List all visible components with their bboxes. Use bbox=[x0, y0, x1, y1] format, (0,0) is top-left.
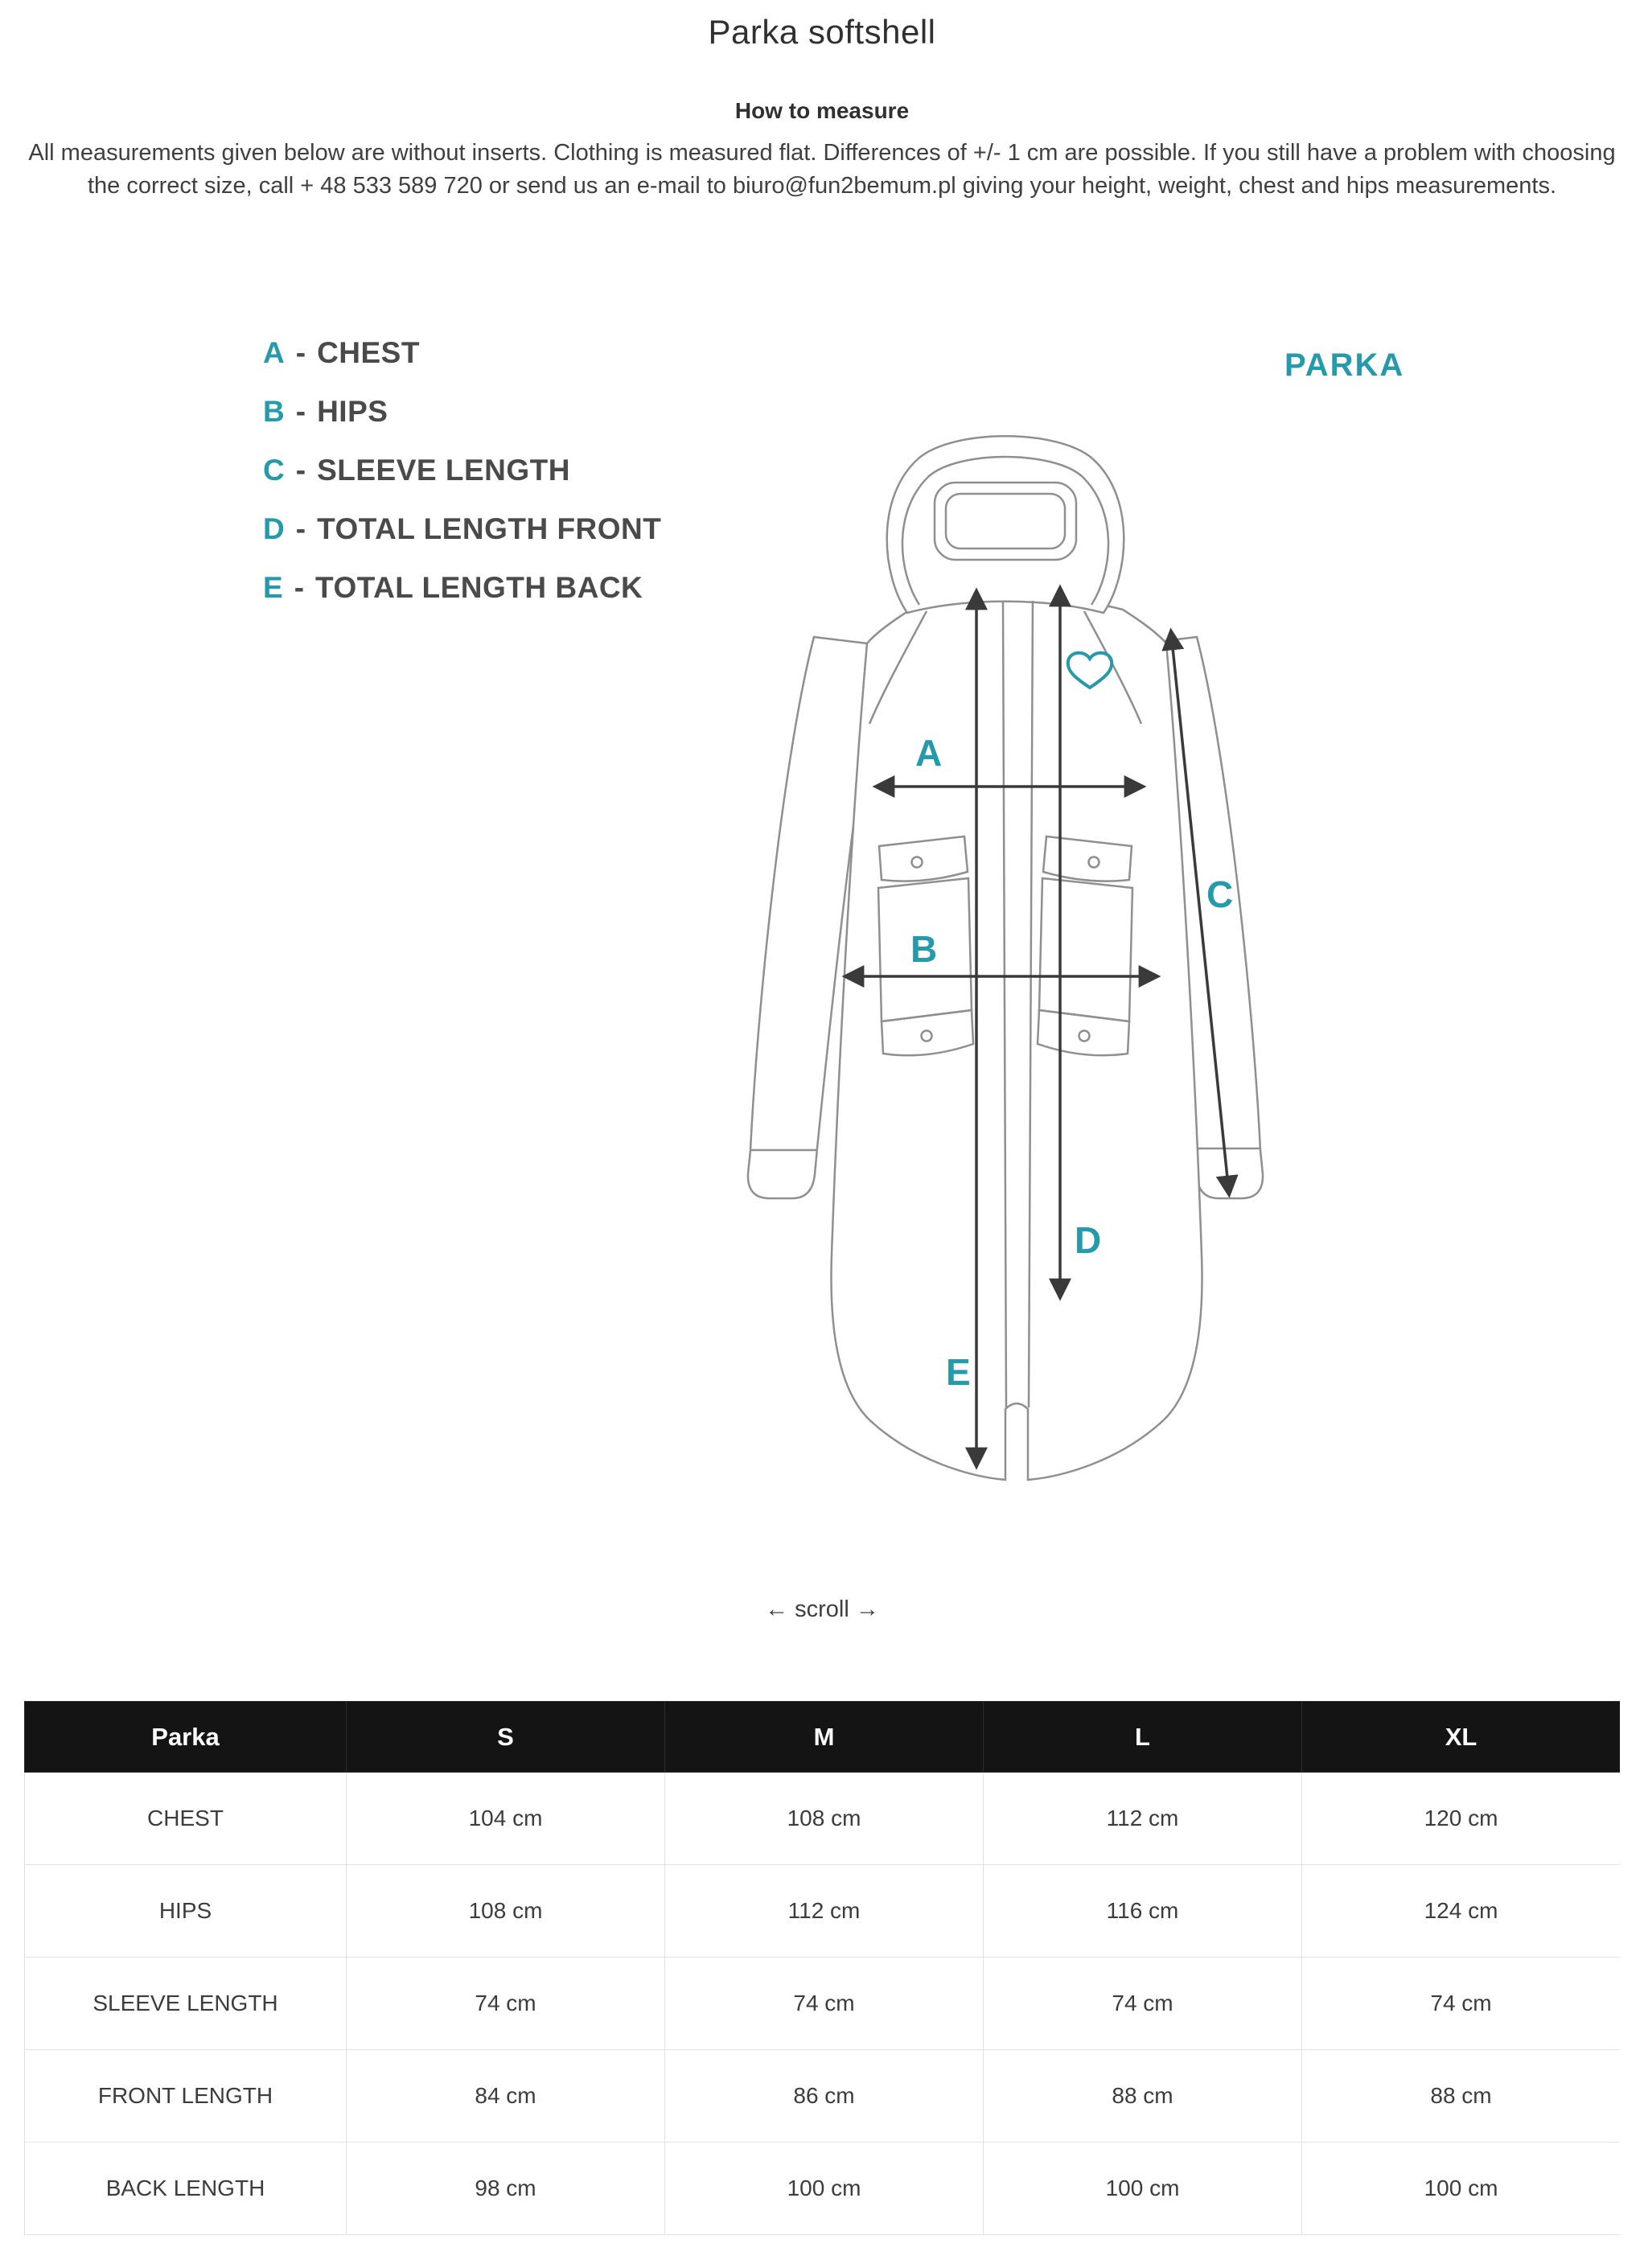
table-row-back-length bbox=[25, 2143, 1621, 2235]
legend-letter-e: E bbox=[263, 571, 283, 604]
table-row-hips bbox=[25, 1865, 1621, 1958]
cell-value: 124 cm bbox=[1302, 1865, 1621, 1958]
marker-d: D bbox=[1075, 1219, 1102, 1261]
legend-label-hips: HIPS bbox=[317, 395, 388, 428]
marker-e: E bbox=[946, 1351, 971, 1393]
cell-value: 120 cm bbox=[1302, 1773, 1621, 1865]
header-cell-l: L bbox=[984, 1702, 1302, 1773]
cell-value: 100 cm bbox=[984, 2143, 1302, 2235]
legend-item-hips bbox=[263, 395, 661, 454]
row-label: FRONT LENGTH bbox=[25, 2050, 347, 2143]
cell-value: 74 cm bbox=[347, 1958, 665, 2050]
legend-label-sleeve-length: SLEEVE LENGTH bbox=[317, 454, 570, 487]
row-label: CHEST bbox=[25, 1773, 347, 1865]
legend-item-chest bbox=[263, 336, 661, 395]
legend-item-total-length-back bbox=[263, 571, 661, 630]
cell-value: 108 cm bbox=[347, 1865, 665, 1958]
cell-value: 104 cm bbox=[347, 1773, 665, 1865]
product-name-label: PARKA bbox=[1284, 347, 1405, 383]
table-row-sleeve-length bbox=[25, 1958, 1621, 2050]
parka-measurement-diagram bbox=[724, 402, 1287, 1528]
cell-value: 98 cm bbox=[347, 2143, 665, 2235]
legend-letter-c: C bbox=[263, 454, 285, 487]
cell-value: 74 cm bbox=[984, 1958, 1302, 2050]
cell-value: 108 cm bbox=[665, 1773, 984, 1865]
table-row-chest bbox=[25, 1773, 1621, 1865]
cell-value: 86 cm bbox=[665, 2050, 984, 2143]
cell-value: 84 cm bbox=[347, 2050, 665, 2143]
coat-body bbox=[831, 598, 1202, 1480]
header-cell-xl: XL bbox=[1302, 1702, 1621, 1773]
legend-letter-b: B bbox=[263, 395, 285, 428]
size-table bbox=[24, 1701, 1620, 2235]
cell-value: 100 cm bbox=[1302, 2143, 1621, 2235]
cell-value: 74 cm bbox=[665, 1958, 984, 2050]
measurement-legend bbox=[263, 336, 661, 630]
cell-value: 116 cm bbox=[984, 1865, 1302, 1958]
cell-value: 88 cm bbox=[1302, 2050, 1621, 2143]
cell-value: 112 cm bbox=[984, 1773, 1302, 1865]
legend-label-total-length-front: TOTAL LENGTH FRONT bbox=[317, 512, 662, 545]
size-table-header-row bbox=[25, 1702, 1621, 1773]
how-to-measure-heading: How to measure bbox=[734, 98, 910, 123]
row-label: BACK LENGTH bbox=[25, 2143, 347, 2235]
page-title: Parka softshell bbox=[708, 13, 936, 51]
header-cell-m: M bbox=[665, 1702, 984, 1773]
cell-value: 112 cm bbox=[665, 1865, 984, 1958]
legend-label-chest: CHEST bbox=[317, 336, 420, 369]
cell-value: 88 cm bbox=[984, 2050, 1302, 2143]
legend-letter-d: D bbox=[263, 512, 285, 545]
table-row-front-length bbox=[25, 2050, 1621, 2143]
cell-value: 74 cm bbox=[1302, 1958, 1621, 2050]
legend-separator: - bbox=[294, 571, 305, 604]
legend-separator: - bbox=[295, 395, 306, 428]
header-cell-parka: Parka bbox=[25, 1702, 347, 1773]
marker-a: A bbox=[915, 732, 943, 774]
size-table-wrapper[interactable] bbox=[24, 1701, 1620, 2235]
row-label: HIPS bbox=[25, 1865, 347, 1958]
legend-item-sleeve-length bbox=[263, 454, 661, 512]
legend-separator: - bbox=[295, 454, 306, 487]
cell-value: 100 cm bbox=[665, 2143, 984, 2235]
marker-b: B bbox=[910, 928, 938, 970]
scroll-hint: ← scroll → bbox=[765, 1596, 879, 1622]
measure-instructions: All measurements given below are without inserts. Clothing is measured flat. Differences of +/- 1 cm are possible. If you still have a problem with choosing the correct size, call + 48 533 589 720 or send us an e-mail to biuro@fun2bemum.pl giving your height, weight, chest and hips measurements. bbox=[28, 140, 1616, 199]
legend-separator: - bbox=[295, 336, 306, 369]
legend-label-total-length-back: TOTAL LENGTH BACK bbox=[315, 571, 643, 604]
legend-separator: - bbox=[295, 512, 306, 545]
legend-letter-a: A bbox=[263, 336, 285, 369]
coat-outline bbox=[748, 436, 1263, 1480]
header-cell-s: S bbox=[347, 1702, 665, 1773]
legend-item-total-length-front bbox=[263, 512, 661, 571]
marker-c: C bbox=[1206, 873, 1234, 915]
row-label: SLEEVE LENGTH bbox=[25, 1958, 347, 2050]
